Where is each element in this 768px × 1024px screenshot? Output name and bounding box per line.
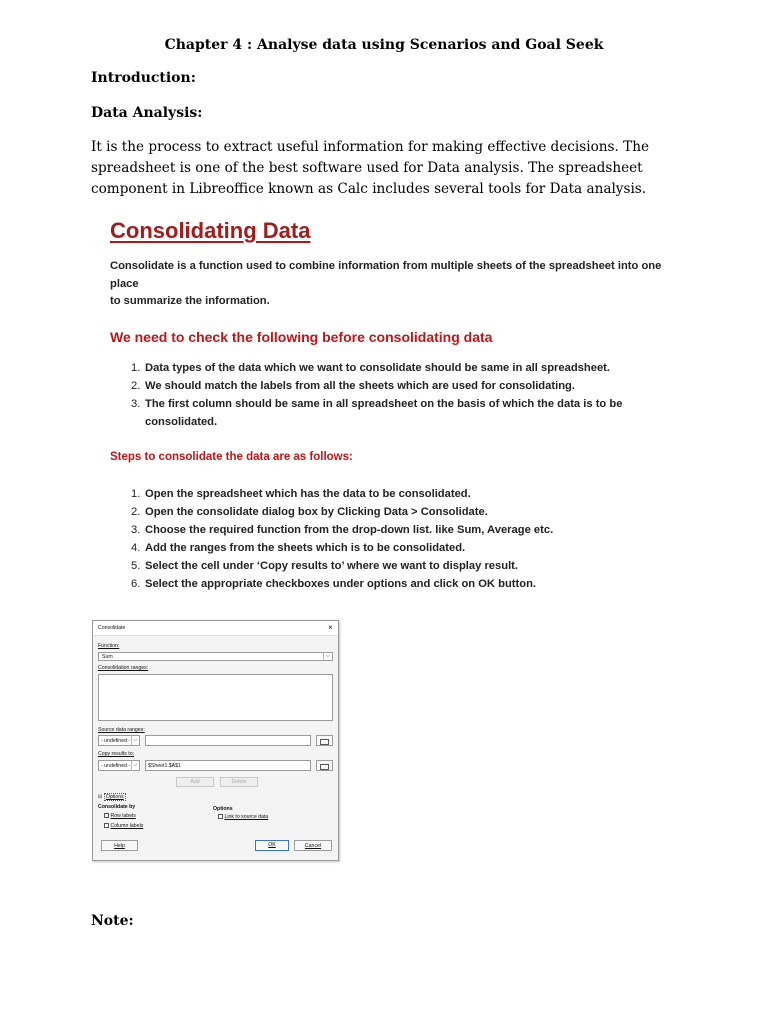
options-label: Options bbox=[213, 806, 233, 812]
list-item: 3. Choose the required function from the drop-down list. like Sum, Average etc. bbox=[131, 524, 554, 536]
source-range-select[interactable]: - undefined - ⌵ bbox=[98, 735, 140, 746]
add-button[interactable]: Add bbox=[176, 777, 214, 787]
copy-results-select[interactable]: - undefined - ⌵ bbox=[98, 760, 140, 771]
dialog-title: Consolidate bbox=[98, 625, 126, 631]
consolidation-ranges-label: Consolidation ranges: bbox=[98, 665, 149, 671]
description-line-1: Consolidate is a function used to combine information from multiple sheets of the spreadsheet into one place bbox=[110, 260, 662, 290]
row-labels-checkbox[interactable]: Row labels bbox=[104, 813, 136, 819]
delete-button[interactable]: Delete bbox=[220, 777, 258, 787]
steps-list bbox=[131, 485, 691, 593]
checkbox-icon bbox=[218, 814, 223, 819]
consolidate-dialog bbox=[92, 620, 339, 861]
shrink-source-button[interactable] bbox=[316, 735, 333, 746]
list-item: 2. Open the consolidate dialog box by Clicking Data > Consolidate. bbox=[131, 506, 488, 518]
function-value: Sum bbox=[102, 654, 113, 660]
checkbox-icon bbox=[104, 813, 109, 818]
dialog-titlebar bbox=[93, 621, 338, 636]
chevron-down-icon: ⌵ bbox=[323, 653, 332, 660]
consolidation-ranges-list[interactable] bbox=[98, 674, 333, 721]
column-labels-checkbox[interactable]: Column labels bbox=[104, 823, 143, 829]
list-item: 6. Select the appropriate checkboxes under options and click on OK button. bbox=[131, 578, 537, 590]
shrink-icon bbox=[320, 764, 329, 770]
list-item: 3. The first column should be same in all spreadsheet on the basis of which the data is to be consolidated. bbox=[131, 398, 623, 428]
list-item: 1. Data types of the data which we want to consolidate should be same in all spreadsheet. bbox=[131, 362, 611, 374]
copy-results-input[interactable]: $Sheet1.$A$1 bbox=[145, 760, 311, 771]
chapter-title: Chapter 4 : Analyse data using Scenarios and Goal Seek bbox=[164, 37, 604, 53]
consolidate-by-label: Consolidate by bbox=[98, 804, 136, 810]
list-item: 4. Add the ranges from the sheets which is to be consolidated. bbox=[131, 542, 466, 554]
help-button[interactable]: Help bbox=[101, 840, 138, 851]
introduction-heading: Introduction: bbox=[91, 70, 196, 86]
shrink-copy-button[interactable] bbox=[316, 760, 333, 771]
function-label: Function: bbox=[98, 643, 120, 649]
check-list bbox=[131, 359, 631, 431]
function-select[interactable] bbox=[98, 652, 333, 661]
copy-results-label: Copy results to: bbox=[98, 751, 135, 757]
note-heading: Note: bbox=[91, 913, 134, 929]
shrink-icon bbox=[320, 739, 329, 745]
ok-button[interactable]: OK bbox=[255, 840, 289, 851]
consolidating-description bbox=[110, 258, 690, 311]
checkbox-icon bbox=[104, 823, 109, 828]
list-item: 1. Open the spreadsheet which has the data to be consolidated. bbox=[131, 488, 471, 500]
collapse-icon: ⊟ bbox=[98, 794, 103, 800]
list-item: 2. We should match the labels from all the sheets which are used for consolidating. bbox=[131, 380, 575, 392]
description-line-2: to summarize the information. bbox=[110, 295, 270, 307]
list-item: 5. Select the cell under ‘Copy results to’ where we want to display result. bbox=[131, 560, 519, 572]
source-data-ranges-label: Source data ranges: bbox=[98, 727, 145, 733]
chevron-down-icon: ⌵ bbox=[131, 761, 139, 770]
check-heading: We need to check the following before consolidating data bbox=[110, 329, 493, 345]
link-to-source-checkbox[interactable]: Link to source data bbox=[218, 814, 268, 820]
source-range-input[interactable] bbox=[145, 735, 311, 746]
data-analysis-paragraph: It is the process to extract useful information for making effective decisions. The spreadsheet is one of the best software used for Data analysis. The spreadsheet component in Libreoffice known as Calc includes several tools for Data analysis. bbox=[91, 139, 650, 197]
close-icon[interactable]: × bbox=[328, 623, 333, 632]
data-analysis-heading: Data Analysis: bbox=[91, 105, 203, 121]
chevron-down-icon: ⌵ bbox=[131, 736, 139, 745]
options-toggle[interactable]: ⊟ Options bbox=[98, 794, 124, 800]
consolidating-title: Consolidating Data bbox=[110, 218, 311, 243]
steps-heading: Steps to consolidate the data are as follows: bbox=[110, 451, 353, 463]
cancel-button[interactable]: Cancel bbox=[294, 840, 332, 851]
